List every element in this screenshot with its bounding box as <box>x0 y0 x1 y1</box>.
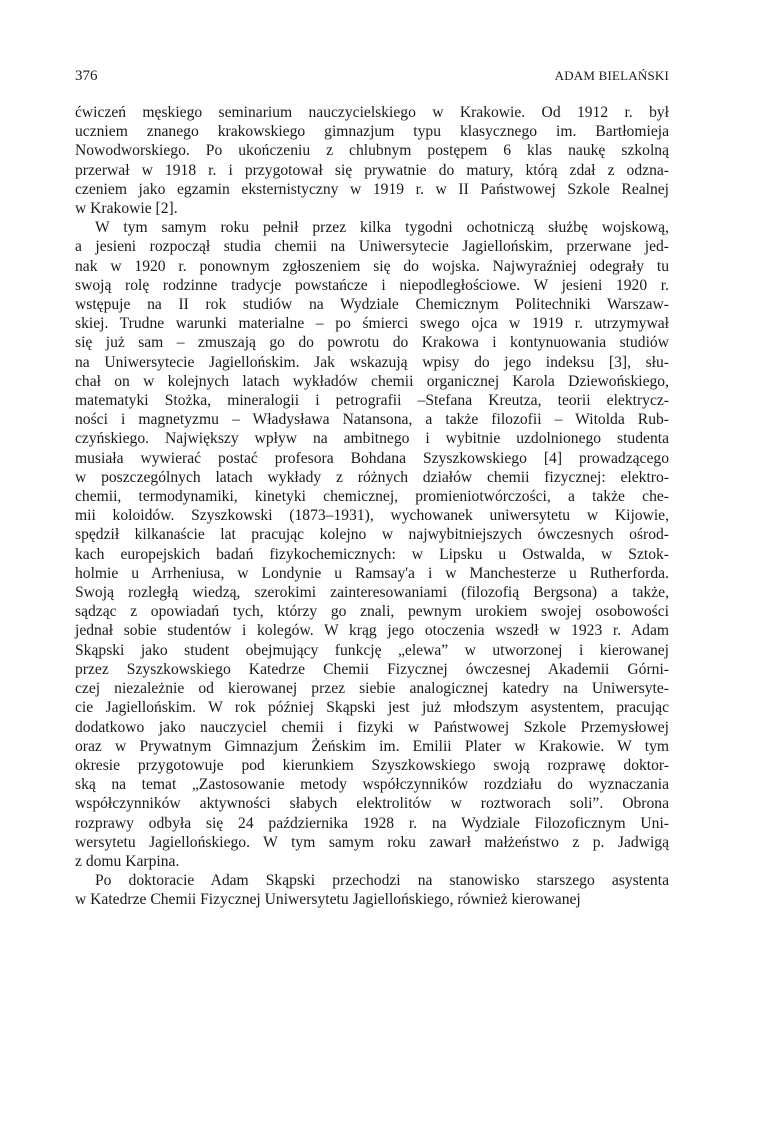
text-line: ćwiczeń męskiego seminarium nauczycielskiego w Krakowie. Od 1912 r. był <box>75 104 669 121</box>
text-line: kach europejskich badań fizykochemicznych: w Lipsku u Ostwalda, w Sztok- <box>75 545 669 563</box>
text-line: matematyki Stożka, mineralogii i petrografii –Stefana Kreutza, teorii elektrycz- <box>75 392 669 410</box>
text-line: Po doktoracie Adam Skąpski przechodzi na stanowisko starszego asystenta <box>95 872 669 890</box>
text-line: czyńskiego. Największy wpływ na ambitnego i wybitnie uzdolnionego studenta <box>75 430 669 448</box>
text-line: spędził kilkanaście lat pracując kolejno w najwybitniejszych ówczesnych ośrod- <box>75 526 669 544</box>
text-line: Skąpski jako student obejmujący funkcję „elewa” w utworzonej i kierowanej <box>75 641 669 659</box>
text-line: Swoją rozległą wiedzą, szerokimi zainteresowaniami (filozofią Bergsona) a także, <box>75 584 669 602</box>
text-line: musiała wywierać postać profesora Bohdana Szyszkowskiego [4] prowadzącego <box>75 449 669 467</box>
page-header <box>75 66 669 86</box>
text-line: ską na temat „Zastosowanie metody współczynników rozdziału do wyznaczania <box>75 776 669 794</box>
text-line: wstępuje na II rok studiów na Wydziale Chemicznym Politechniki Warszaw- <box>75 296 669 314</box>
paragraph <box>75 871 669 909</box>
text-line: Nowodworskiego. Po ukończeniu z chlubnym postępem 6 klas naukę szkolną <box>75 142 669 160</box>
page-number: 376 <box>75 68 98 84</box>
body-text <box>75 103 669 910</box>
text-line: przez Szyszkowskiego Katedrze Chemii Fizycznej ówczesnej Akademii Górni- <box>75 660 669 678</box>
text-line: uczniem znanego krakowskiego gimnazjum typu klasycznego im. Bartłomieja <box>75 123 669 141</box>
text-line: rozprawy odbyła się 24 października 1928 r. na Wydziale Filozoficznym Uni- <box>75 814 669 832</box>
running-head-author: ADAM BIELAŃSKI <box>554 68 669 83</box>
text-line: czej niezależnie od kierowanej przez siebie analogicznej katedry na Uniwersyte- <box>75 680 669 698</box>
text-line: współczynników aktywności słabych elektrolitów w roztworach soli”. Obrona <box>75 795 669 813</box>
text-line: w Krakowie [2]. <box>75 200 178 218</box>
text-line: jednał sobie studentów i kolegów. W krąg jego otoczenia wszedł w 1923 r. Adam <box>75 622 669 640</box>
text-line: w Katedrze Chemii Fizycznej Uniwersytetu Jagiellońskiego, również kierowanej <box>75 891 581 909</box>
text-line: a jesieni rozpoczął studia chemii na Uniwersytecie Jagiellońskim, przerwane jed- <box>75 238 669 256</box>
text-line: mii koloidów. Szyszkowski (1873–1931), wychowanek uniwersytetu w Kijowie, <box>75 507 669 525</box>
text-line: cie Jagiellońskim. W rok później Skąpski jest już młodszym asystentem, pracując <box>75 699 669 717</box>
paragraph <box>75 218 669 871</box>
text-line: nak w 1920 r. ponownym zgłoszeniem się do wojska. Najwyraźniej odegrały tu <box>75 257 669 275</box>
text-line: przerwał w 1918 r. i przygotował się prywatnie do matury, którą zdał z odzna- <box>75 161 669 179</box>
text-line: wersytetu Jagiellońskiego. W tym samym roku zawarł małżeństwo z p. Jadwigą <box>75 833 669 851</box>
text-line: z domu Karpina. <box>75 852 180 870</box>
text-line: W tym samym roku pełnił przez kilka tygodni ochotniczą służbę wojskową, <box>95 219 669 237</box>
text-line: czeniem jako egzamin eksternistyczny w 1919 r. w II Państwowej Szkole Realnej <box>75 180 669 198</box>
text-line: oraz w Prywatnym Gimnazjum Żeńskim im. Emilii Plater w Krakowie. W tym <box>75 737 669 755</box>
text-line: chemii, termodynamiki, kinetyki chemicznej, promieniotwórczości, a także che- <box>75 488 669 506</box>
text-line: sądząc z opowiadań tych, którzy go znali, pewnym urokiem swojej osobowości <box>75 603 669 621</box>
text-line: ności i magnetyzmu – Władysława Natansona, a także filozofii – Witolda Rub- <box>75 411 669 429</box>
text-line: swoją rolę rodzinne tradycje powstańcze i niepodległościowe. W jesieni 1920 r. <box>75 276 669 294</box>
text-line: się już sam – zmuszają go do powrotu do Krakowa i kontynuowania studiów <box>75 334 669 352</box>
text-line: skiej. Trudne warunki materialne – po śmierci swego ojca w 1919 r. utrzymywał <box>75 315 669 333</box>
paragraph <box>75 103 669 218</box>
text-line: okresie przygotowuje pod kierunkiem Szyszkowskiego swoją rozprawę doktor- <box>75 756 669 774</box>
text-line: w poszczególnych latach wykłady z różnych działów chemii fizycznej: elektro- <box>75 468 669 486</box>
text-line: holmie u Arrheniusa, w Londynie u Ramsay'a i w Manchesterze u Rutherforda. <box>75 564 669 582</box>
text-line: dodatkowo jako nauczyciel chemii i fizyki w Państwowej Szkole Przemysłowej <box>75 718 669 736</box>
text-line: chał on w kolejnych latach wykładów chemii organicznej Karola Dziewońskiego, <box>75 372 669 390</box>
text-line: na Uniwersytecie Jagiellońskim. Jak wskazują wpisy do jego indeksu [3], słu- <box>75 353 669 371</box>
